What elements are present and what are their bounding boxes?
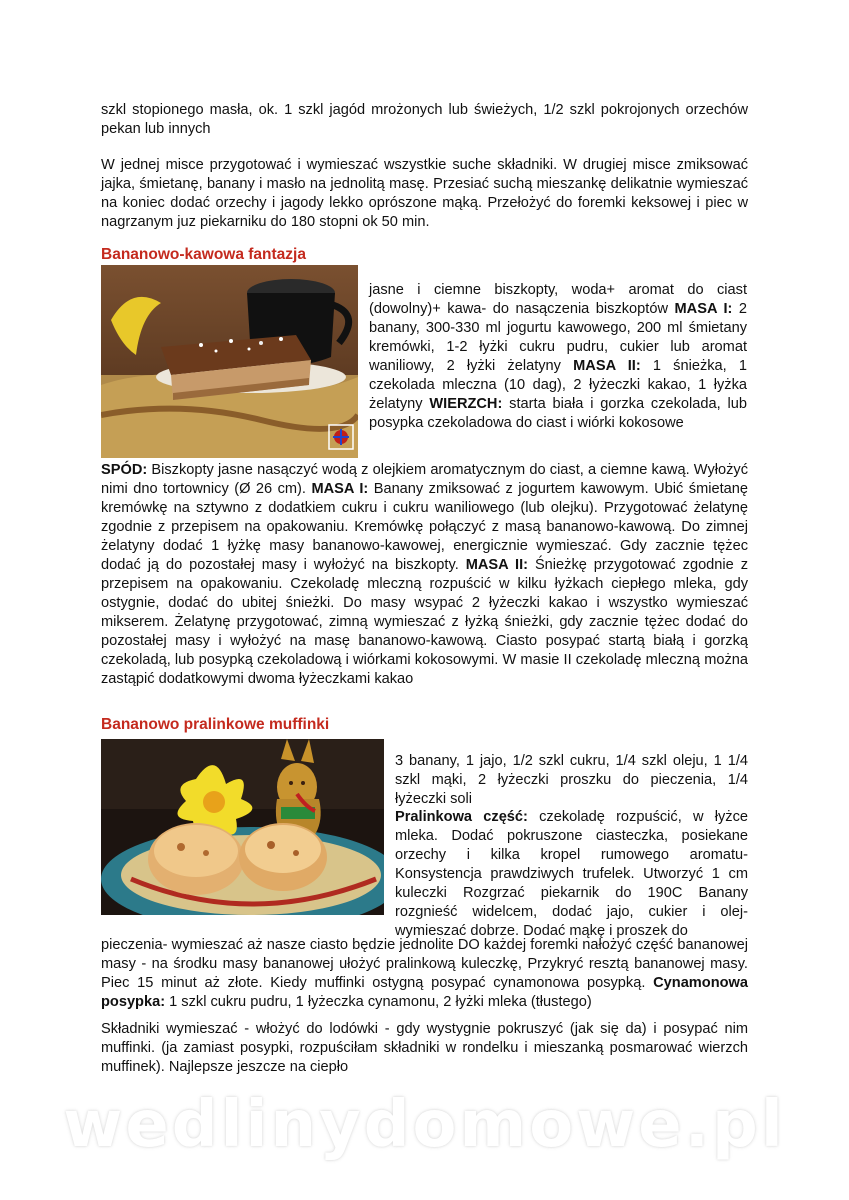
praline-label: Pralinkowa część: <box>395 809 528 825</box>
intro-method: W jednej misce przygotować i wymieszać wszystkie suche składniki. W drugiej misce zmiksować jajka, śmietanę, banany i masło na jednolitą masę. Przesiać suchą mieszankę delikatnie wymieszać na koniec dodać orzechy i jagody lekko oprószone mąką. Przełożyć do foremki keksowej i piec w nagrzanym juz piekarniku do 180 stopni ok 50 min. <box>101 157 748 230</box>
method-text-c: Śnieżkę przygotować zgodnie z przepisem na opakowaniu. Czekoladę mleczną rozpuścić w kilku łyżkach ciepłego mleka, gdy ostygnie, dodać do ubitej śnieżki. Do masy wsypać 2 łyżeczki kakao i wszystko wymieszać mikserem. Żelatynę przygotować, zimną wymieszać z łyżką śnieżki, gdy zacznie tężec dodać do pozostałej masy i wyłożyć na masę bananowo-kawową. Ciasto posypać startą białą i gorzką czekoladą, lub posypką czekoladową i wiórkami kokosowymi. W masie II czekoladę mleczną można zastąpić dodatkowymi dwoma łyżeczkami kakao <box>101 557 749 687</box>
recipe2-title: Bananowo pralinkowe muffinki <box>101 716 330 733</box>
cinnamon-label: Cynamonowa posypka: <box>101 975 748 1010</box>
method-text-a: Biszkopty jasne nasączyć wodą z olejkiem aromatycznym do ciast, a ciemne kawą. Wyłożyć nimi dno tortownicy (Ø 26 cm). <box>101 462 748 497</box>
recipe2-final: Składniki wymieszać - włożyć do lodówki - gdy wystygnie pokruszyć (jak się da) i posypać nim muffinki. (ja zamiast posypki, rozpuściłam składniki w rondelku i mieszanką posmarować wierzch muffinek). Najlepsze jeszcze na ciepło <box>101 1021 748 1075</box>
method-text-b: Banany zmiksować z jogurtem kawowym. Ubić śmietanę kremówkę na sztywno z dodatkiem cukru i cukru waniliowego (lub olejku). Przygotować żelatynę zgodnie z przepisem na opakowaniu. Kremówkę połączyć z masą bananowo-kawową. Do zimnej żelatyny dodać 1 łyżkę masy bananowo-kawowej, energicznie wymieszać. Gdy zacznie tężec dodać ją do pozostałej masy i wyłożyć na biszkopty. <box>101 481 748 573</box>
site-watermark: wedlinydomowe.pl <box>63 1088 786 1162</box>
wierzch-label: WIERZCH: <box>429 396 503 412</box>
recipe2-ingredients: 3 banany, 1 jajo, 1/2 szkl cukru, 1/4 szkl oleju, 1 1/4 szkl mąki, 2 łyżeczki proszku do pieczenia, 1/4 łyżeczki soli <box>395 753 748 807</box>
recipe1-method <box>101 461 748 689</box>
praline-text: czekoladę rozpuścić, w łyżce mleka. Dodać pokruszone ciasteczka, posiekane orzechy i kilka kropel rumowego aromatu- Konsystencja prawdziwych trufelek. Utworzyć 1 cm kuleczki Rozgrzać piekarnik do 190C Banany rozgnieść widelcem, dodać jajo, cukier i olej- wymieszać dobrze. Dodać mąkę i proszek do <box>395 809 748 939</box>
method-masa1-label: MASA I: <box>311 481 369 497</box>
method2-text: pieczenia- wymieszać aż nasze ciasto będzie jednolite DO każdej foremki nałożyć część bananowej masy - na środku masy bananowej ułożyć pralinkową kuleczkę, Przykryć resztą bananowej masy. Piec 15 minut aż złote. Kiedy muffinki ostygną posypać cynamonowa posypką. <box>101 937 748 991</box>
recipe1-title: Bananowo-kawowa fantazja <box>101 246 306 263</box>
method-masa2-label: MASA II: <box>465 557 529 573</box>
cinnamon-text: 1 szkl cukru pudru, 1 łyżeczka cynamonu, 2 łyżki mleka (tłustego) <box>165 994 592 1010</box>
spod-label: SPÓD: <box>101 462 148 478</box>
ing-text-b: 2 banany, 300-330 ml jogurtu kawowego, 200 ml śmietany kremówki, 1-2 łyżki cukru pudru, cukier lub aromat waniliowy, 2 łyżki żelatyny <box>369 301 747 374</box>
recipe2-praline <box>395 808 748 941</box>
ing-text-c: 1 śnieżka, 1 czekolada mleczna (10 dag), 2 łyżeczki kakao, 1 łyżka żelatyny <box>369 358 748 412</box>
ing-text-d: starta biała i gorzka czekolada, lub posypka czekoladowa do ciast i wiórki kokosowe <box>369 396 747 431</box>
recipe1-ingredients <box>369 281 747 433</box>
ing-text-a: jasne i ciemne biszkopty, woda+ aromat do ciast (dowolny)+ kawa- do nasączenia biszkoptów <box>369 282 747 317</box>
muffin-photo <box>101 739 384 915</box>
masa1-label: MASA I: <box>674 301 733 317</box>
recipe2-method <box>101 936 748 1012</box>
cake-photo <box>101 265 358 458</box>
intro-ingredients: szkl stopionego masła, ok. 1 szkl jagód mrożonych lub świeżych, 1/2 szkl pokrojonych orzechów pekan lub innych <box>101 102 748 137</box>
masa2-label: MASA II: <box>573 358 641 374</box>
